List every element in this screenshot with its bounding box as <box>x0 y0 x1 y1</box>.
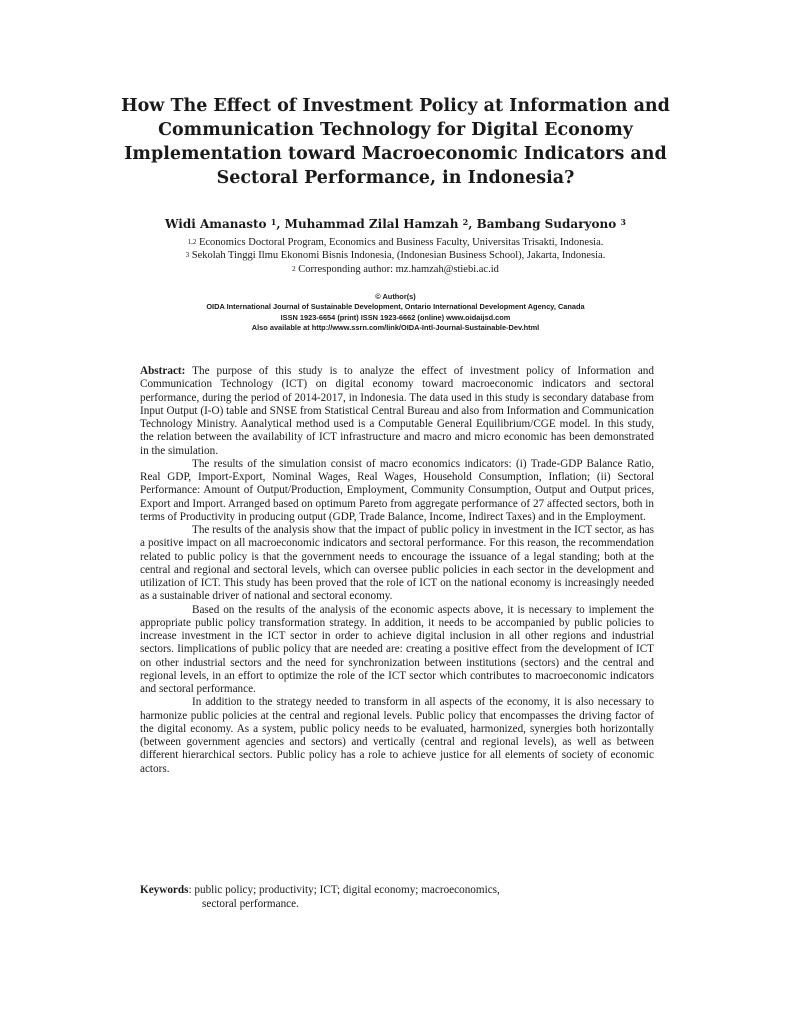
author-marker: 1 <box>270 217 277 227</box>
abstract-paragraph: The results of the simulation consist of macro economics indicators: (i) Trade-GDP Balance Ratio, Real GDP, Import-Export, Nominal Wages, Real Wages, Household Consumption, Inflation; (ii) Sectoral Performance: Amount of Output/Production, Employment, Community Consumption, Output and Output prices, Export and Import. Arranged based on optimum Pareto from aggregate performance of 27 affected sectors, both in terms of Productivity in producing output (GDP, Trade Balance, Income, Indirect Taxes) and in the Employment. <box>140 457 654 523</box>
author-name: Widi Amanasto <box>165 217 267 231</box>
abstract-paragraph: The results of the analysis show that the impact of public policy in investment in the ICT sector, as has a positive impact on all macroeconomic indicators and sectoral performance. For this reason, the recommendation related to public policy is that the government needs to encourage the issuance of a legal standing; both at the central and regional and sectoral levels, which can oversee public policies in each sector in the development and utilization of ICT. This study has been proved that the role of ICT on the national economy is increasingly needed as a sustainable driver of national and sectoral economy. <box>140 524 654 603</box>
issn-line: ISSN 1923-6654 (print) ISSN 1923-6662 (online) www.oidaijsd.com <box>280 312 511 322</box>
title-line: How The Effect of Investment Policy at Information and <box>121 96 670 116</box>
availability-line: Also available at http://www.ssrn.com/link/OIDA-Intl-Journal-Sustainable-Dev.html <box>251 323 540 333</box>
author-name: Bambang Sudaryono <box>476 217 617 231</box>
paper-title <box>90 94 701 190</box>
title-line: Sectoral Performance, in Indonesia? <box>216 168 575 188</box>
abstract-label: Abstract: <box>140 365 186 377</box>
author-list: Widi Amanasto $^1$, Muhammad Zilal Hamzah $^2$, Bambang Sudaryono $^3$ <box>165 217 626 231</box>
abstract-paragraph: In addition to the strategy needed to transform in all aspects of the economy, it is also necessary to harmonize public policies at the central and regional levels. Public policy that encompasses the driving factor of the digital economy. As a system, public policy needs to be evaluated, harmonized, synergies both horizontally (between government agencies and sectors) and vertically (central and regional levels), as well as between different hierarchical sectors. Public policy has a role to achieve justice for all elements of society of economic actors. <box>140 696 654 775</box>
affiliations <box>90 236 701 276</box>
corresponding-author: $^2$ Corresponding author: mz.hamzah@stiebi.ac.id <box>292 263 499 275</box>
affiliation-line: $^3$ Sekolah Tinggi Ilmu Ekonomi Bisnis Indonesia, (Indonesian Business School), Jakarta, Indonesia. <box>185 250 606 262</box>
keywords-label: Keywords <box>140 884 189 896</box>
abstract <box>140 365 654 776</box>
title-line: Communication Technology for Digital Economy <box>158 120 633 140</box>
author-name: Muhammad Zilal Hamzah <box>284 217 459 231</box>
abstract-paragraph: Abstract: The purpose of this study is to analyze the effect of investment policy of Information and Communication Technology (ICT) on digital economy toward macroeconomic indicators and sectoral performance, during the period of 2014-2017, in Indonesia. The data used in this study is secondary database from Input Output (I-O) table and SNSE from Statistical Central Bureau and also from Information and Communication Technology Ministry. Aanalytical method used is a Computable General Equilibrium/CGE model. In this study, the relation between the availability of ICT infrastructure and macro and micro economic has been demonstrated in the simulation. <box>140 365 654 457</box>
affiliation-line: $^{1,2}$ Economics Doctoral Program, Economics and Business Faculty, Universitas Trisakti, Indonesia. <box>187 237 604 248</box>
keywords-list-continued: sectoral performance. <box>202 898 299 910</box>
journal-info <box>90 292 701 334</box>
title-line: Implementation toward Macroeconomic Indicators and <box>124 144 667 164</box>
author-marker: 3 <box>620 217 626 227</box>
abstract-paragraph: Based on the results of the analysis of the economic aspects above, it is necessary to implement the appropriate public policy transformation strategy. In addition, it needs to be accompanied by public policies to increase investment in the ICT sector in order to achieve digital inclusion in all other regions and industrial sectors. Iimplications of public policy that are needed are: creating a positive effect from the development of ICT on other industrial sectors and the need for synchronization between institutions (sectors) and the central and regional levels, in an effort to optimize the role of the ICT sector which contributes to macroeconomic indicators and sectoral performance. <box>140 603 654 695</box>
author-marker: 2 <box>462 217 469 227</box>
copyright-line: © Author(s) <box>375 292 416 301</box>
keywords-list: : public policy; productivity; ICT; digital economy; macroeconomics, <box>188 884 500 896</box>
keywords <box>140 883 654 911</box>
journal-name: OIDA International Journal of Sustainable Development, Ontario International Development Agency, Canada <box>206 302 585 312</box>
